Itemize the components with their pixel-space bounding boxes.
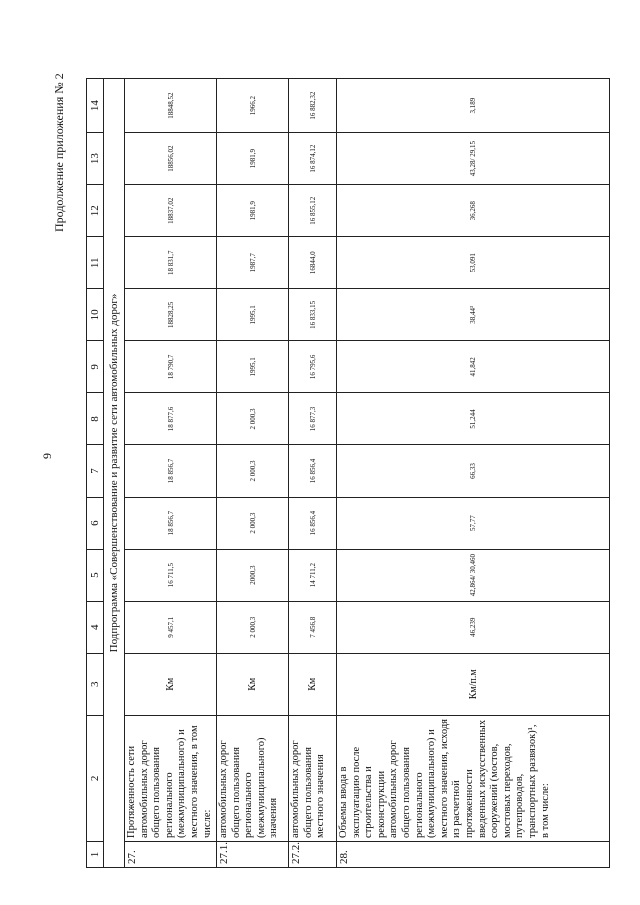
col-header: 12 <box>87 185 104 237</box>
cell: 16 711,5 <box>125 549 217 601</box>
cell: 1981,9 <box>217 185 289 237</box>
row-number: 27.1. <box>217 841 289 867</box>
row-name: автомобильных дорог общего пользования регионального (межмуниципального) значения <box>217 715 289 841</box>
col-header: 5 <box>87 549 104 601</box>
row-number: 27.2. <box>289 841 337 867</box>
row-unit: Км/п.м <box>337 653 610 715</box>
cell: 18828,25 <box>125 289 217 341</box>
cell: 1981,9 <box>217 133 289 185</box>
cell: 1995,1 <box>217 289 289 341</box>
col-header: 7 <box>87 445 104 497</box>
col-header: 14 <box>87 79 104 133</box>
cell: 2 000,3 <box>217 393 289 445</box>
column-header-row <box>87 79 104 868</box>
row-number: 28. <box>337 841 610 867</box>
cell: 16 795,6 <box>289 341 337 393</box>
cell: 9 457,1 <box>125 601 217 653</box>
cell: 16 833,15 <box>289 289 337 341</box>
cell: 36,268 <box>337 185 610 237</box>
cell: 57,77 <box>337 497 610 549</box>
cell: 3,189 <box>337 79 610 133</box>
subprogram-row <box>104 79 125 868</box>
cell: 1987,7 <box>217 237 289 289</box>
row-name: Протяженность сети автомобильных дорог общего пользования регионального (межмуниципального) и местного значения, в том числе: <box>125 715 217 841</box>
cell: 66,33 <box>337 445 610 497</box>
cell: 18848,52 <box>125 79 217 133</box>
cell: 16 877,3 <box>289 393 337 445</box>
cell: 2 000,3 <box>217 445 289 497</box>
row-unit: Км <box>125 653 217 715</box>
cell: 2000,3 <box>217 549 289 601</box>
cell: 53,091 <box>337 237 610 289</box>
cell: 7 456,8 <box>289 601 337 653</box>
col-header: 6 <box>87 497 104 549</box>
row-number: 27. <box>125 841 217 867</box>
col-header: 1 <box>87 841 104 867</box>
table-row <box>125 79 217 868</box>
col-header: 13 <box>87 133 104 185</box>
cell: 1966,2 <box>217 79 289 133</box>
col-header: 2 <box>87 715 104 841</box>
row-unit: Км <box>217 653 289 715</box>
table-row <box>337 79 610 868</box>
col-header: 10 <box>87 289 104 341</box>
cell: 16 856,4 <box>289 497 337 549</box>
cell: 18 877,6 <box>125 393 217 445</box>
cell: 2 000,3 <box>217 601 289 653</box>
data-table <box>86 78 610 868</box>
cell: 16 856,4 <box>289 445 337 497</box>
col-header: 3 <box>87 653 104 715</box>
page-number: 9 <box>40 453 54 459</box>
subprogram-title: Подпрограмма «Совершенствование и развитие сети автомобильных дорог» <box>104 79 125 868</box>
appendix-note: Продолжение приложения № 2 <box>52 73 66 232</box>
col-header: 4 <box>87 601 104 653</box>
cell: 18837,02 <box>125 185 217 237</box>
cell: 16 874,12 <box>289 133 337 185</box>
cell: 43,28/ 29,15 <box>337 133 610 185</box>
row-name: Объемы ввода в эксплуатацию после строительства и реконструкции автомобильных дорог общего пользования регионального (межмуниципального) и местного значения, исходя из расчетной протяженности введенных искусственных сооружений (мостов, мостовых переходов, путепроводов, транспортных развязок)¹, в том числе: <box>337 715 610 841</box>
cell: 46,239 <box>337 601 610 653</box>
cell: 16 855,12 <box>289 185 337 237</box>
cell: 18 790,7 <box>125 341 217 393</box>
cell: 51,244 <box>337 393 610 445</box>
cell: 1995,1 <box>217 341 289 393</box>
cell: 2 000,3 <box>217 497 289 549</box>
table-row <box>217 79 289 868</box>
cell: 18 856,7 <box>125 497 217 549</box>
cell: 16844,0 <box>289 237 337 289</box>
table-row <box>289 79 337 868</box>
row-unit: Км <box>289 653 337 715</box>
cell: 16 882,32 <box>289 79 337 133</box>
cell: 18 856,7 <box>125 445 217 497</box>
col-header: 11 <box>87 237 104 289</box>
cell: 18 831,7 <box>125 237 217 289</box>
cell: 42,864/ 30,460 <box>337 549 610 601</box>
row-name: автомобильных дорог общего пользования местного значения <box>289 715 337 841</box>
cell: 18856,02 <box>125 133 217 185</box>
col-header: 8 <box>87 393 104 445</box>
col-header: 9 <box>87 341 104 393</box>
cell: 41,842 <box>337 341 610 393</box>
cell: 14 711,2 <box>289 549 337 601</box>
cell: 38,44³ <box>337 289 610 341</box>
